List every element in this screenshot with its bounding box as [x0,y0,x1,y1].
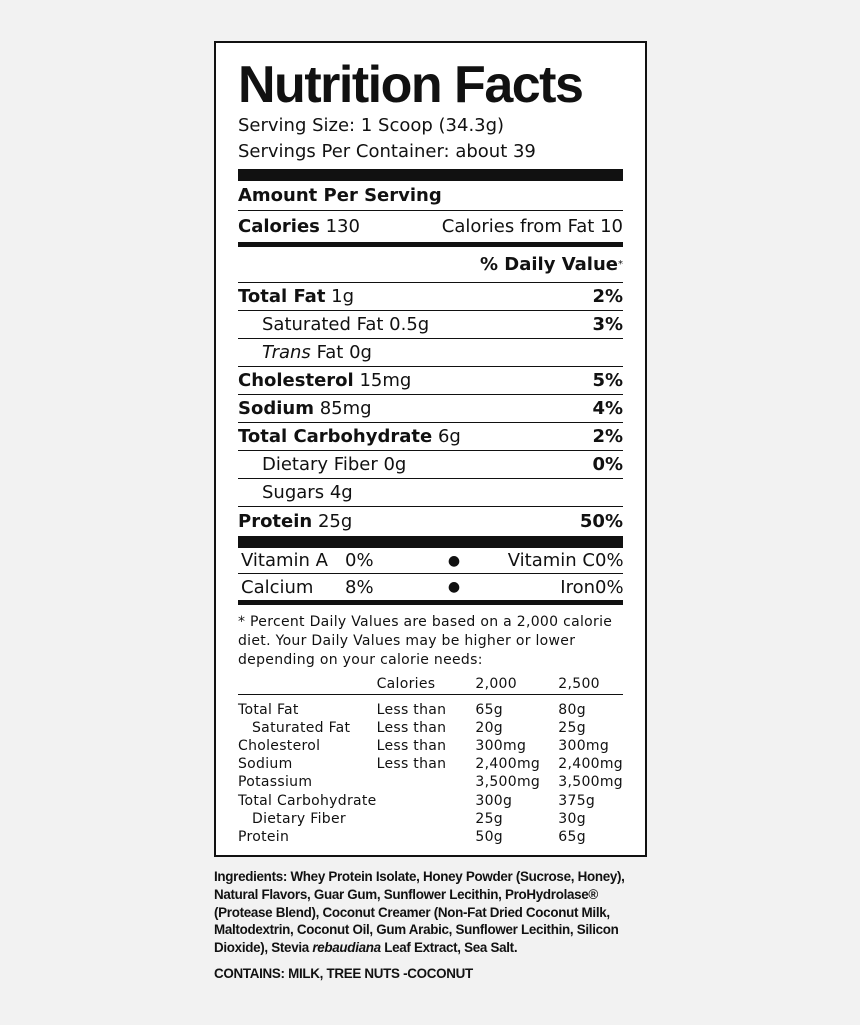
table-cell: 20g [475,719,503,736]
nutrient-dv: 0% [592,454,623,475]
vitamin-value: 0% [595,576,624,598]
nutrient-name: Total Fat [238,286,326,307]
nutrient-amount: 6g [437,426,461,447]
serving-size: Serving Size: 1 Scoop (34.3g) [238,115,505,136]
nutrient-row-dietary-fiber [238,451,623,479]
vitamin-row [238,548,623,574]
nutrient-name: Sodium [238,398,314,419]
vitamin-value: 8% [345,576,374,598]
nutrient-amount: 25g [317,510,353,532]
nutrient-name: Total Carbohydrate [238,426,433,447]
ingredients-list: Whey Protein Isolate, Honey Powder (Sucrose, Honey), Natural Flavors, Guar Gum, Sunflower Lecithin, ProHydrolase® (Protease Blend), Coconut Creamer (Non-Fat Dried Coconut Milk, Maltodextrin, Coconut Oil, Gum Arabic, Sunflower Lecithin, Silicon Dioxide), Stevia [214,869,625,956]
calories-label: Calories [238,216,320,237]
nutrient-row-total-carbohydrate [238,423,623,451]
nutrient-name: Saturated Fat [262,314,384,335]
nutrient-name: Protein [238,510,313,532]
medium-divider [238,600,623,605]
nutrient-dv: 5% [592,370,623,391]
table-row [238,737,623,755]
table-row [238,828,623,846]
nutrient-row-protein [238,507,623,535]
nutrient-amount: 15mg [359,370,412,391]
daily-value-header [238,247,623,283]
nutrient-list [238,283,623,535]
nutrient-amount: 4g [329,482,353,503]
ingredients-italic: rebaudiana [312,940,381,956]
amount-per-serving: Amount Per Serving [238,181,623,211]
servings-per-container: Servings Per Container: about 39 [238,141,536,162]
table-row [238,755,623,773]
nutrient-name: Cholesterol [238,370,354,391]
table-cell: 65g [558,828,586,845]
nutrient-dv: 4% [592,398,623,419]
table-header-cell: 2,000 [475,673,558,695]
allergen-statement: CONTAINS: MILK, TREE NUTS -COCONUT [214,966,473,981]
table-cell: Total Fat [238,701,299,718]
table-cell: 65g [475,701,503,718]
table-row [238,810,623,828]
vitamin-name: Vitamin A [241,550,328,571]
nutrient-dv: 50% [579,510,623,532]
table-cell: 3,500mg [558,774,623,791]
table-cell: 2,400mg [475,756,541,773]
table-row [238,791,623,809]
table-cell [377,810,476,828]
nutrient-name: Sugars [262,482,325,503]
daily-value-table [238,673,623,846]
vitamin-name: Vitamin C [507,550,595,571]
table-cell: Less than [376,701,447,718]
table-cell: Saturated Fat [252,719,351,736]
nutrient-row-sodium [238,395,623,423]
nutrition-facts-label [214,41,647,857]
nutrient-row-trans-fat [238,339,623,367]
table-row [238,773,623,791]
table-cell [377,828,476,846]
vitamin-row [238,574,623,600]
table-cell: 300g [475,792,513,809]
table-cell: Less than [376,756,447,773]
nutrient-name: Dietary Fiber [262,454,378,475]
table-cell: 3,500mg [475,774,541,791]
table-cell: 375g [558,792,596,809]
label-title: Nutrition Facts [238,56,583,114]
calories-value: 130 [325,216,360,237]
table-header-cell: 2,500 [558,673,623,695]
table-row [238,701,623,719]
daily-value-label: % Daily Value [479,254,618,275]
table-cell: 25g [475,810,503,827]
table-cell: 80g [558,701,586,718]
vitamin-value: 0% [345,550,374,571]
table-cell: Potassium [238,774,313,791]
table-cell: 2,400mg [558,756,623,773]
thick-divider [238,169,623,181]
table-cell [377,791,476,809]
nutrient-amount: 1g [331,286,355,307]
footnote: * Percent Daily Values are based on a 2,000 calorie diet. Your Daily Values may be higher or lower depending on your calorie needs: [238,614,613,668]
nutrient-row-total-fat [238,283,623,311]
nutrient-amount: 0.5g [389,314,430,335]
calories [238,216,360,237]
nutrient-row-sugars [238,479,623,507]
table-cell: Less than [376,719,447,736]
ingredients-list-end: Leaf Extract, Sea Salt. [384,940,518,956]
table-cell: Less than [376,737,447,754]
table-cell [377,773,476,791]
table-cell: Cholesterol [238,737,321,754]
nutrient-row-saturated-fat [238,311,623,339]
bullet-icon: ● [447,579,461,595]
ingredients-label: Ingredients: [214,869,288,884]
table-header-cell: Calories [377,673,476,695]
calories-row [238,211,623,242]
ingredients-text [214,868,650,957]
table-cell: Sodium [238,756,293,773]
calories-from-fat: Calories from Fat 10 [441,216,623,237]
table-header-cell [238,673,377,695]
nutrient-dv: 2% [592,426,623,447]
vitamin-name: Iron [560,576,595,598]
table-cell: Dietary Fiber [252,810,346,827]
nutrient-dv: 2% [592,286,623,307]
nutrient-dv: 3% [592,314,623,335]
vitamin-name: Calcium [241,576,314,598]
bullet-icon: ● [447,552,461,569]
table-row [238,719,623,737]
vitamin-value: 0% [595,550,624,571]
table-cell: Total Carbohydrate [238,792,377,809]
table-cell: 50g [475,828,503,845]
nutrient-amount: Fat 0g [316,342,372,363]
table-cell: 25g [558,719,586,736]
nutrient-amount: 0g [383,454,407,475]
nutrient-name: Trans [262,342,311,363]
table-cell: 30g [558,810,586,827]
daily-value-asterisk: * [618,259,623,270]
thick-divider [238,536,623,548]
nutrient-row-cholesterol [238,367,623,395]
table-header-row [238,673,623,695]
table-cell: Protein [238,828,290,845]
table-cell: 300mg [558,737,610,754]
nutrient-amount: 85mg [319,398,372,419]
table-cell: 300mg [475,737,527,754]
